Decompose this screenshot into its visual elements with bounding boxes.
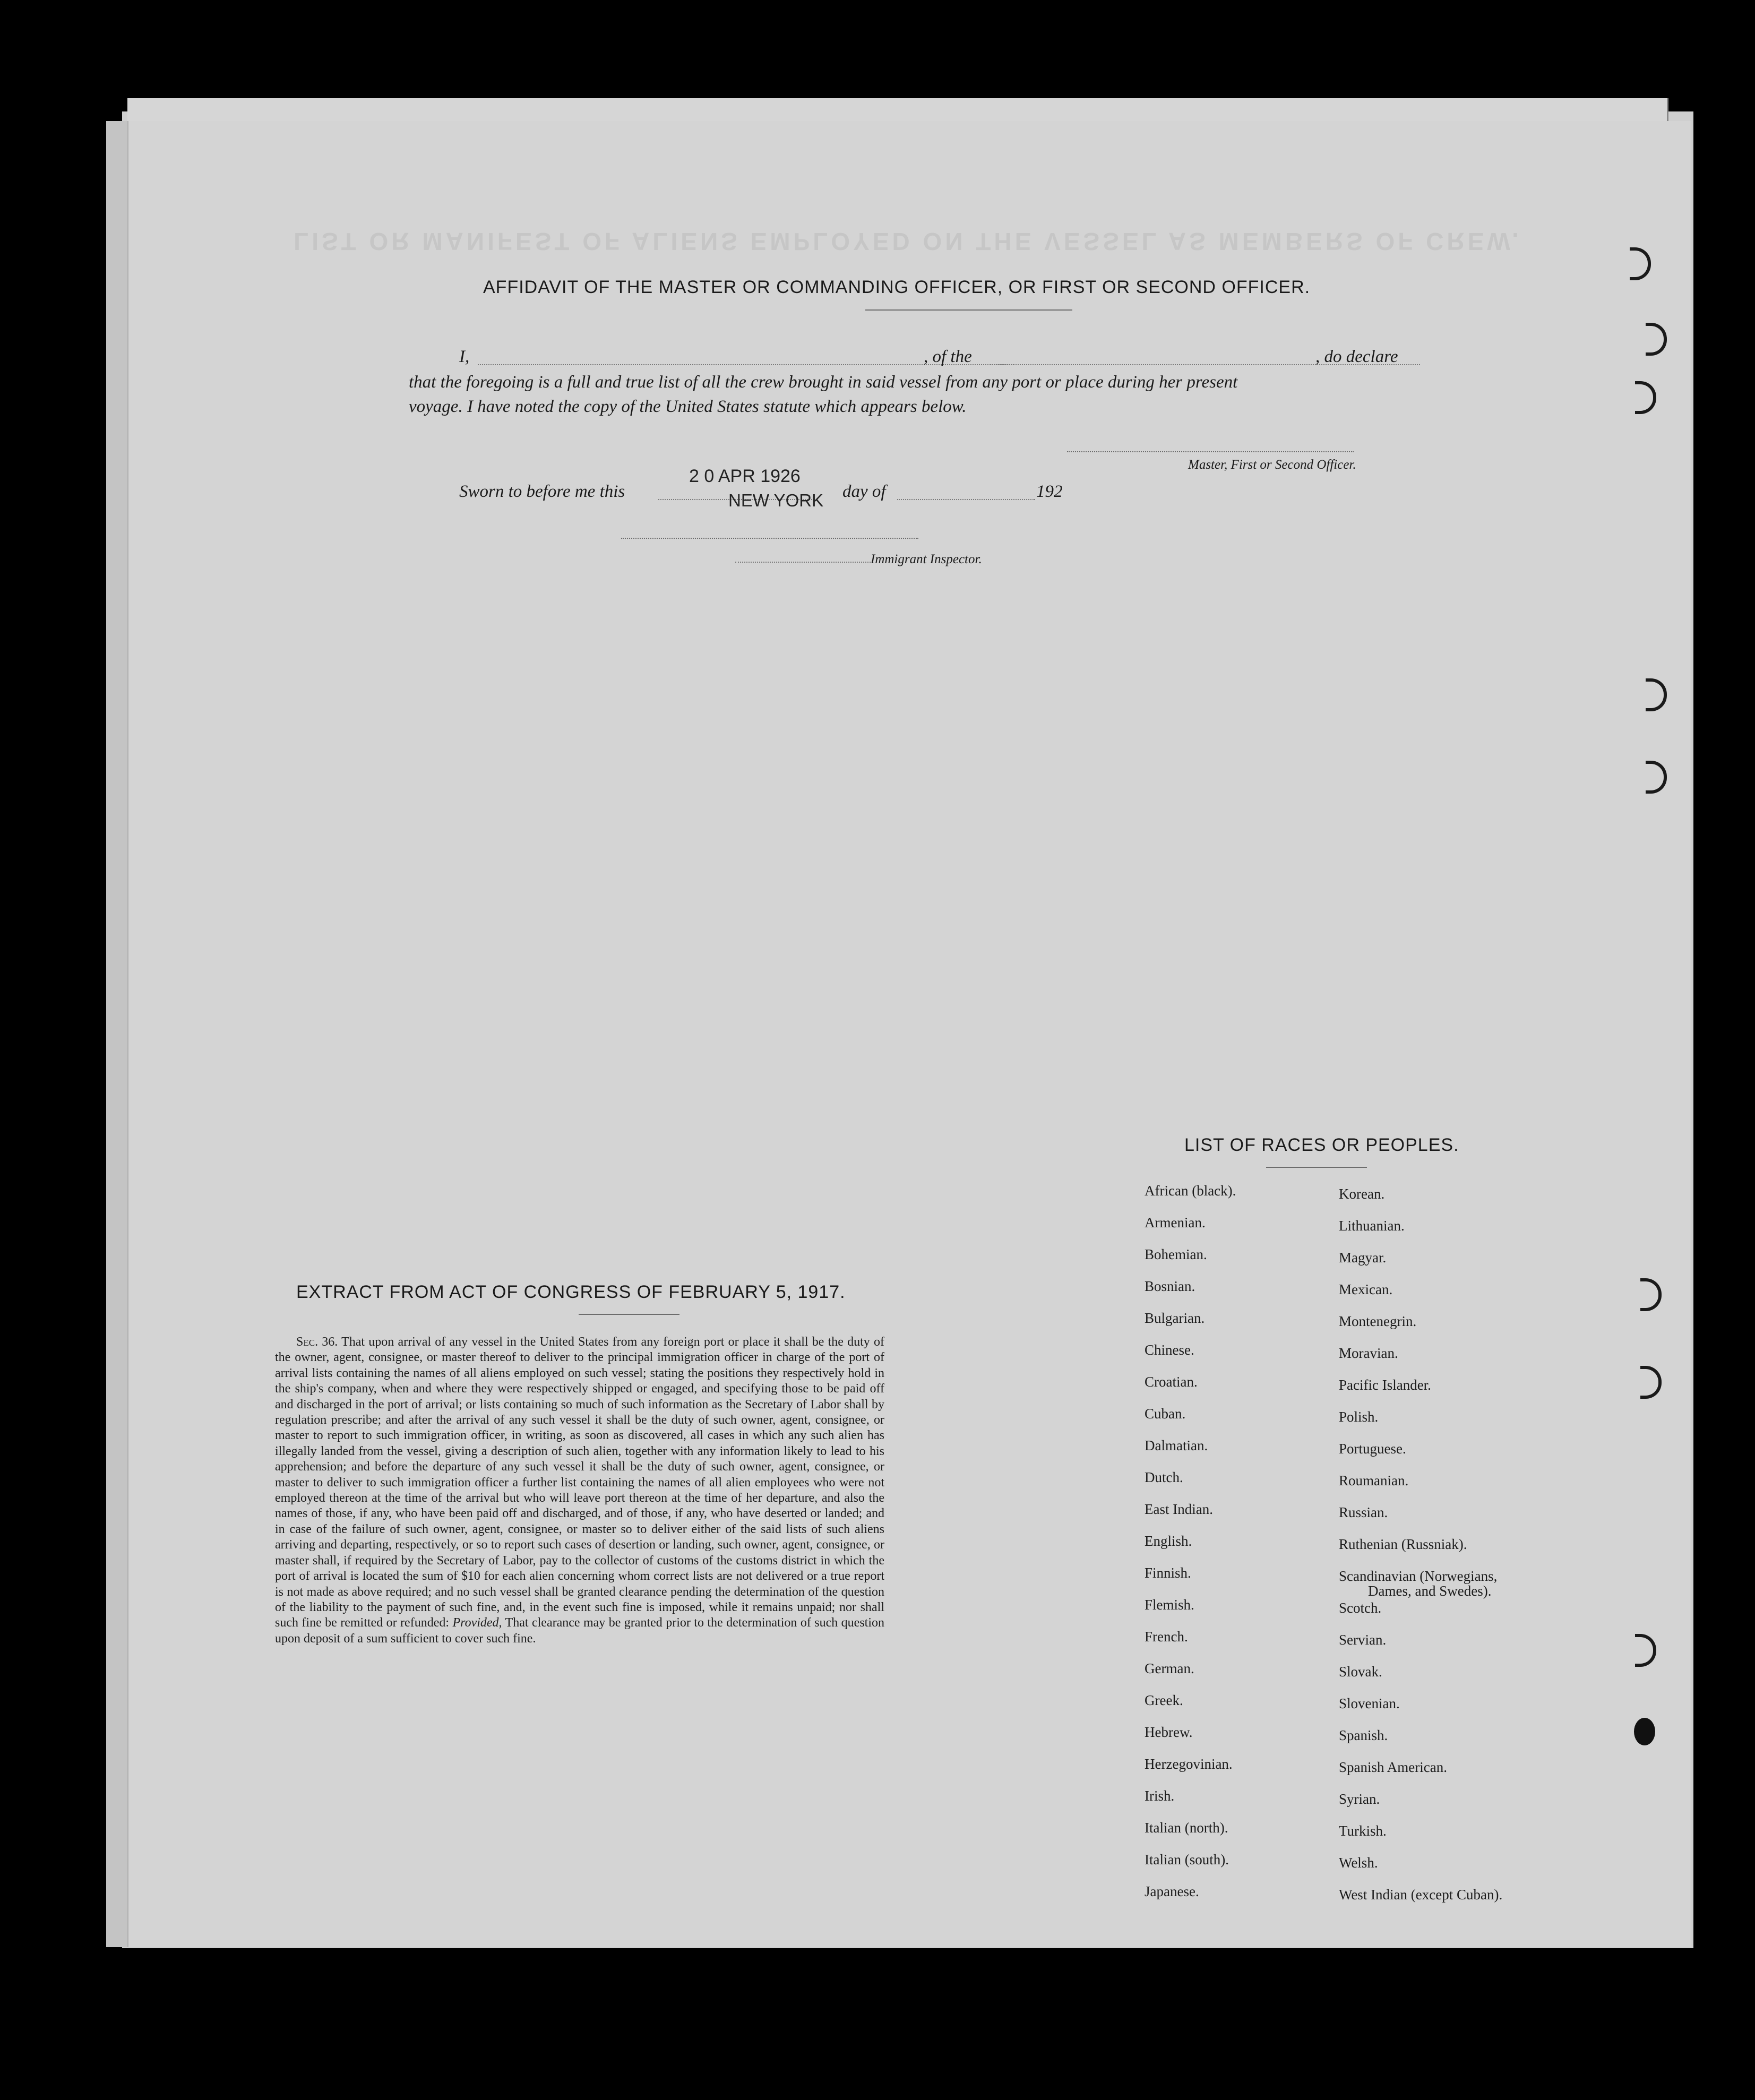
affidavit-line-3: voyage. I have noted the copy of the United States statute which appears below.: [409, 397, 967, 416]
race-item: Montenegrin.: [1339, 1313, 1417, 1329]
race-item: East Indian.: [1145, 1501, 1213, 1517]
punch-hole-icon: [1635, 1634, 1656, 1667]
race-item: Magyar.: [1339, 1250, 1387, 1266]
race-item: English.: [1145, 1533, 1192, 1549]
year-prefix: 192: [1036, 482, 1063, 501]
page-fold-edge: [106, 121, 128, 1947]
extract-title: EXTRACT FROM ACT OF CONGRESS OF FEBRUARY 5, 1917.: [296, 1282, 846, 1302]
manifest-page: [106, 121, 1691, 1947]
races-title: LIST OF RACES OR PEOPLES.: [1184, 1135, 1459, 1155]
race-item: West Indian (except Cuban).: [1339, 1887, 1503, 1903]
affidavit-line-2: that the foregoing is a full and true list of all the crew brought in said vessel from any port or place during her present: [409, 373, 1238, 392]
race-item: Mexican.: [1339, 1281, 1393, 1297]
race-item: Bosnian.: [1145, 1278, 1195, 1294]
punch-hole-icon: [1640, 1278, 1662, 1311]
date-stamp: 2 0 APR 1926: [689, 466, 801, 486]
race-item: Croatian.: [1145, 1374, 1198, 1390]
race-item: Japanese.: [1145, 1883, 1199, 1899]
place-stamp: NEW YORK: [728, 490, 824, 510]
race-item: Finnish.: [1145, 1565, 1191, 1581]
race-item: Irish.: [1145, 1788, 1175, 1804]
races-underline: [1266, 1167, 1367, 1168]
race-item: Korean.: [1339, 1186, 1385, 1202]
race-item: Polish.: [1339, 1409, 1379, 1425]
race-item: Lithuanian.: [1339, 1218, 1405, 1234]
race-item: Bohemian.: [1145, 1246, 1207, 1262]
act-text-block: [275, 1335, 884, 1647]
race-item: Chinese.: [1145, 1342, 1194, 1358]
master-label: Master, First or Second Officer.: [1188, 458, 1356, 472]
race-item: Pacific Islander.: [1339, 1377, 1431, 1393]
race-item: Dames, and Swedes).: [1368, 1583, 1492, 1599]
punch-hole-icon: [1630, 247, 1651, 280]
race-item: Russian.: [1339, 1504, 1388, 1520]
punch-hole-icon: [1646, 761, 1667, 794]
sworn-label: Sworn to before me this: [459, 482, 625, 501]
month-blank-line: [897, 499, 1035, 500]
punch-hole-icon: [1640, 1366, 1662, 1399]
race-item: Italian (north).: [1145, 1820, 1228, 1836]
race-item: Ruthenian (Russniak).: [1339, 1536, 1467, 1552]
race-item: Hebrew.: [1145, 1724, 1193, 1740]
race-item: Herzegovinian.: [1145, 1756, 1233, 1772]
race-item: Italian (south).: [1145, 1852, 1229, 1867]
race-item: African (black).: [1145, 1183, 1236, 1199]
affidavit-title: AFFIDAVIT OF THE MASTER OR COMMANDING OFFICER, OR FIRST OR SECOND OFFICER.: [483, 277, 1311, 297]
punch-hole-icon: [1634, 1718, 1655, 1745]
race-item: Spanish American.: [1339, 1759, 1447, 1775]
extract-underline: [579, 1314, 679, 1315]
provided-label: Provided,: [452, 1616, 502, 1630]
race-item: Moravian.: [1339, 1345, 1398, 1361]
race-item: Portuguese.: [1339, 1441, 1406, 1457]
race-item: Dalmatian.: [1145, 1438, 1208, 1453]
race-item: Welsh.: [1339, 1855, 1378, 1871]
inspector-upper-line: [621, 538, 918, 539]
race-item: Dutch.: [1145, 1469, 1183, 1485]
race-item: Roumanian.: [1339, 1473, 1409, 1488]
race-item: Bulgarian.: [1145, 1310, 1205, 1326]
day-of-label: day of: [842, 482, 886, 501]
act-body: That upon arrival of any vessel in the United States from any foreign port or place it shall be the duty of the owner, agent, consignee, or master thereof to deliver to the principal immigration officer in charge of the port of arrival lists containing the names of all aliens employed on such vessel; stating the positions they respectively hold in the ship's company, when and where they were respectively shipped or engaged, and specifying those to be paid off and discharged in the port of arrival; or lists containing so much of such information as the Secretary of Labor shall by regulation prescribe; and after the arrival of any such vessel it shall be the duty of such owner, agent, consignee, or master to report to such immigration officer, in writing, as soon as discovered, all cases in which any such alien has illegally landed from the vessel, giving a description of such alien, together with any information likely to lead to his apprehension; and before the departure of any such vessel it shall be the duty of such owner, agent, consignee, or master to deliver to such immigration officer a further list containing the names of all alien employees who were not employed thereon at the time of the arrival but who will leave port thereon at the time of her departure, and also the names of those, if any, who have been paid off and discharged, and of those, if any, who have deserted or landed; and in case of the failure of such owner, agent, consignee, or master so to deliver either of the said lists of such aliens arriving and departing, respectively, or so to report such cases of desertion or landing, such owner, agent, consignee, or master shall, if required by the Secretary of Labor, pay to the collector of customs of the customs district in which the port of arrival is located the sum of $10 for each alien concerning whom correct lists are not delivered or a true report is not made as above required; and no such vessel shall be granted clearance pending the determination of the question of the liability to the payment of such fine, and, in the event such fine is imposed, while it remains unpaid; nor shall such fine be remitted or refunded:: [275, 1335, 884, 1630]
race-item: German.: [1145, 1660, 1194, 1676]
race-item: French.: [1145, 1629, 1188, 1645]
section-label: Sec. 36.: [296, 1335, 338, 1349]
punch-hole-icon: [1635, 381, 1656, 414]
race-item: Servian.: [1339, 1632, 1387, 1648]
race-item: Cuban.: [1145, 1406, 1186, 1422]
provided-text: That clearance may be granted prior to the determination of such question upon deposit of a sum sufficient to cover such fine.: [275, 1616, 885, 1646]
affidavit-declare-label: , do declare: [1315, 347, 1398, 366]
title-underline: [865, 309, 1072, 311]
inspector-signature-line: [735, 562, 871, 563]
bleed-through-text: LIST OR MANIFEST OF ALIENS EMPLOYED ON THE VESSEL AS MEMBERS OF CREW.: [294, 228, 1522, 255]
race-item: Syrian.: [1339, 1791, 1380, 1807]
race-item: Scotch.: [1339, 1600, 1382, 1616]
master-signature-line: [1067, 451, 1354, 452]
affidavit-i-label: I,: [459, 347, 470, 366]
race-item: Slovak.: [1339, 1664, 1382, 1680]
race-item: Spanish.: [1339, 1727, 1388, 1743]
race-item: Armenian.: [1145, 1215, 1206, 1230]
race-item: Scandinavian (Norwegians,: [1339, 1568, 1498, 1584]
affidavit-of-the-label: , of the: [924, 347, 972, 366]
race-item: Slovenian.: [1339, 1696, 1400, 1711]
race-item: Turkish.: [1339, 1823, 1387, 1839]
inspector-label: Immigrant Inspector.: [871, 552, 982, 566]
race-item: Flemish.: [1145, 1597, 1194, 1613]
punch-hole-icon: [1646, 678, 1667, 711]
race-item: Greek.: [1145, 1692, 1183, 1708]
punch-hole-icon: [1646, 323, 1667, 356]
